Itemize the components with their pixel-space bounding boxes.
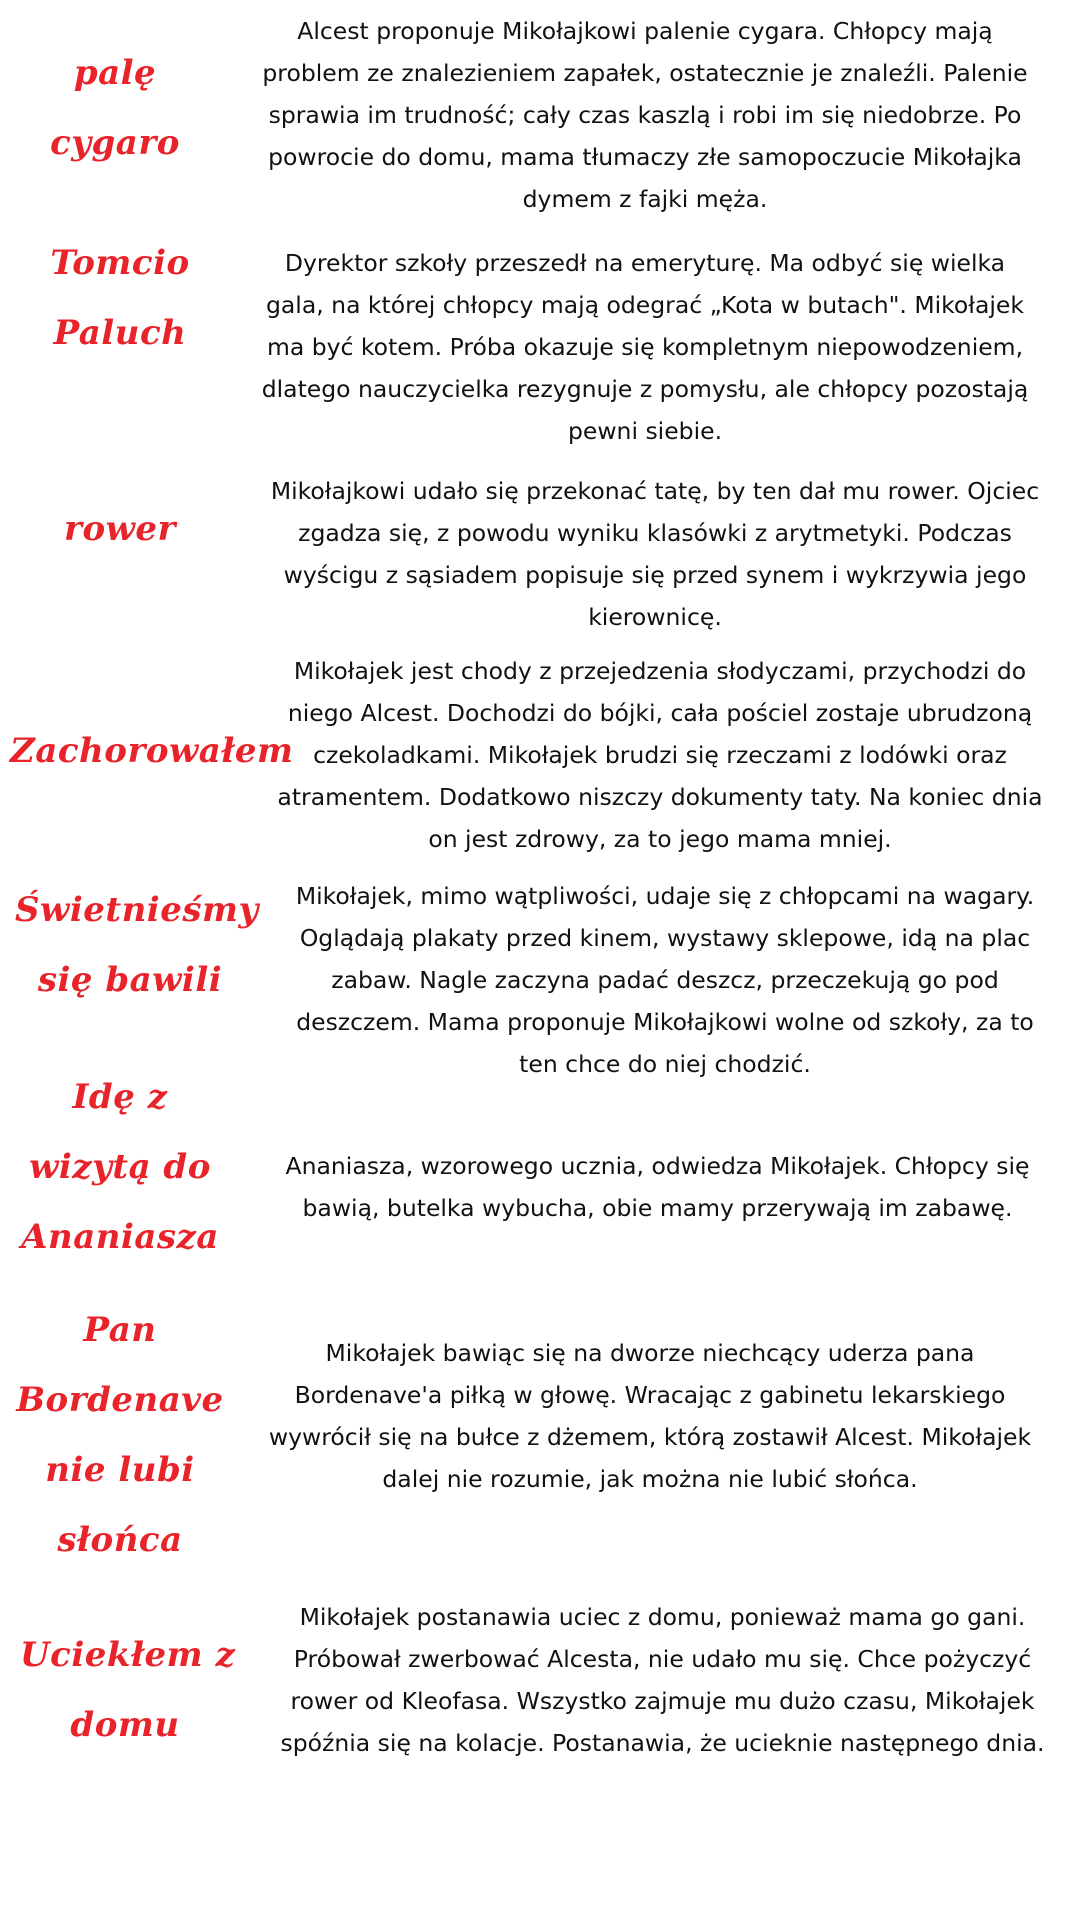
summary-line: kierownicę. bbox=[588, 603, 722, 631]
summary-line: bawią, butelka wybucha, obie mamy przerywają im zabawę. bbox=[302, 1194, 1013, 1222]
entry-summary bbox=[240, 1145, 1075, 1229]
summary-line: czekoladkami. Mikołajek brudzi się rzeczami z lodówki oraz bbox=[313, 741, 1007, 769]
summary-line: wywrócił się na bułce z dżemem, którą zostawił Alcest. Mikołajek bbox=[268, 1423, 1032, 1451]
entry-title bbox=[40, 228, 200, 368]
entry-title bbox=[40, 494, 200, 564]
summary-line: gala, na której chłopcy mają odegrać „Kota w butach". Mikołajek bbox=[265, 291, 1024, 319]
summary-line: Mikołajek jest chody z przejedzenia słodyczami, przychodzi do bbox=[293, 657, 1027, 685]
title-line: Uciekłem z bbox=[20, 1635, 236, 1675]
title-line: Tomcio bbox=[50, 243, 190, 283]
summary-line: spóźnia się na kolacje. Postanawia, że ucieknie następnego dnia. bbox=[280, 1729, 1045, 1757]
title-line: domu bbox=[70, 1705, 180, 1745]
summary-line: niego Alcest. Dochodzi do bójki, cała pościel zostaje ubrudzoną bbox=[287, 699, 1033, 727]
summary-line: atramentem. Dodatkowo niszczy dokumenty taty. Na koniec dnia bbox=[277, 783, 1043, 811]
title-line: się bawili bbox=[37, 960, 223, 1000]
summary-line: dalej nie rozumie, jak można nie lubić słońca. bbox=[382, 1465, 918, 1493]
summary-line: zabaw. Nagle zaczyna padać deszcz, przeczekują go pod bbox=[331, 966, 999, 994]
entry-summary bbox=[215, 242, 1075, 452]
title-line: Bordenave bbox=[16, 1380, 224, 1420]
summary-line: problem ze znalezieniem zapałek, ostatecznie je znaleźli. Palenie bbox=[262, 59, 1028, 87]
summary-line: ma być kotem. Próba okazuje się kompletnym niepowodzeniem, bbox=[266, 333, 1024, 361]
summary-line: dymem z fajki męża. bbox=[522, 185, 768, 213]
entry-title bbox=[15, 1295, 225, 1575]
entry-summary bbox=[215, 10, 1075, 220]
summary-line: rower od Kleofasa. Wszystko zajmuje mu dużo czasu, Mikołajek bbox=[290, 1687, 1035, 1715]
entry-title bbox=[40, 38, 190, 178]
title-line: Idę z bbox=[72, 1077, 168, 1117]
summary-line: Dyrektor szkoły przeszedł na emeryturę. Ma odbyć się wielka bbox=[284, 249, 1006, 277]
summary-line: Ananiasza, wzorowego ucznia, odwiedza Mikołajek. Chłopcy się bbox=[285, 1152, 1030, 1180]
summary-line: Oglądają plakaty przed kinem, wystawy sklepowe, idą na plac bbox=[299, 924, 1031, 952]
title-line: palę bbox=[73, 53, 157, 93]
title-line: Świetnieśmy bbox=[15, 890, 259, 930]
summary-line: zgadza się, z powodu wyniku klasówki z arytmetyki. Podczas bbox=[298, 519, 1012, 547]
title-line: Ananiasza bbox=[21, 1217, 219, 1257]
summary-line: Bordenave'a piłką w głowę. Wracając z gabinetu lekarskiego bbox=[294, 1381, 1006, 1409]
entry-summary bbox=[225, 1332, 1075, 1500]
summary-line: Mikołajkowi udało się przekonać tatę, by ten dał mu rower. Ojciec bbox=[270, 477, 1040, 505]
title-line: Pan bbox=[83, 1310, 157, 1350]
summary-line: ten chce do niej chodzić. bbox=[519, 1050, 811, 1078]
summary-line: Alcest proponuje Mikołajkowi palenie cygara. Chłopcy mają bbox=[297, 17, 993, 45]
summary-line: powrocie do domu, mama tłumaczy złe samopoczucie Mikołajka bbox=[268, 143, 1022, 171]
entry-summary bbox=[255, 875, 1075, 1085]
title-line: rower bbox=[64, 509, 176, 549]
summary-line: deszczem. Mama proponuje Mikołajkowi wolne od szkoły, za to bbox=[296, 1008, 1034, 1036]
summary-line: Mikołajek bawiąc się na dworze niechcący uderza pana bbox=[325, 1339, 975, 1367]
title-line: cygaro bbox=[50, 123, 180, 163]
entry-summary bbox=[235, 470, 1075, 638]
title-line: słońca bbox=[57, 1520, 183, 1560]
summary-line: sprawia im trudność; cały czas kaszlą i robi im się niedobrze. Po bbox=[268, 101, 1022, 129]
title-line: nie lubi bbox=[45, 1450, 195, 1490]
summary-line: dlatego nauczycielka rezygnuje z pomysłu, ale chłopcy pozostają bbox=[261, 375, 1029, 403]
title-line: wizytą do bbox=[29, 1147, 211, 1187]
title-line: Zachorowałem bbox=[10, 731, 294, 771]
summary-line: Mikołajek, mimo wątpliwości, udaje się z chłopcami na wagary. bbox=[295, 882, 1035, 910]
entry-title bbox=[10, 716, 294, 786]
entry-title bbox=[15, 875, 259, 1015]
title-line: Paluch bbox=[53, 313, 187, 353]
entry-title bbox=[15, 1062, 225, 1272]
summary-line: Próbował zwerbować Alcesta, nie udało mu się. Chce pożyczyć bbox=[293, 1645, 1032, 1673]
entry-summary bbox=[240, 650, 1080, 860]
summary-line: wyścigu z sąsiadem popisuje się przed synem i wykrzywia jego bbox=[283, 561, 1027, 589]
summary-line: pewni siebie. bbox=[567, 417, 723, 445]
entry-title bbox=[20, 1620, 236, 1760]
summary-line: on jest zdrowy, za to jego mama mniej. bbox=[428, 825, 892, 853]
summary-line: Mikołajek postanawia uciec z domu, ponieważ mama go gani. bbox=[299, 1603, 1026, 1631]
entry-summary bbox=[250, 1596, 1075, 1764]
